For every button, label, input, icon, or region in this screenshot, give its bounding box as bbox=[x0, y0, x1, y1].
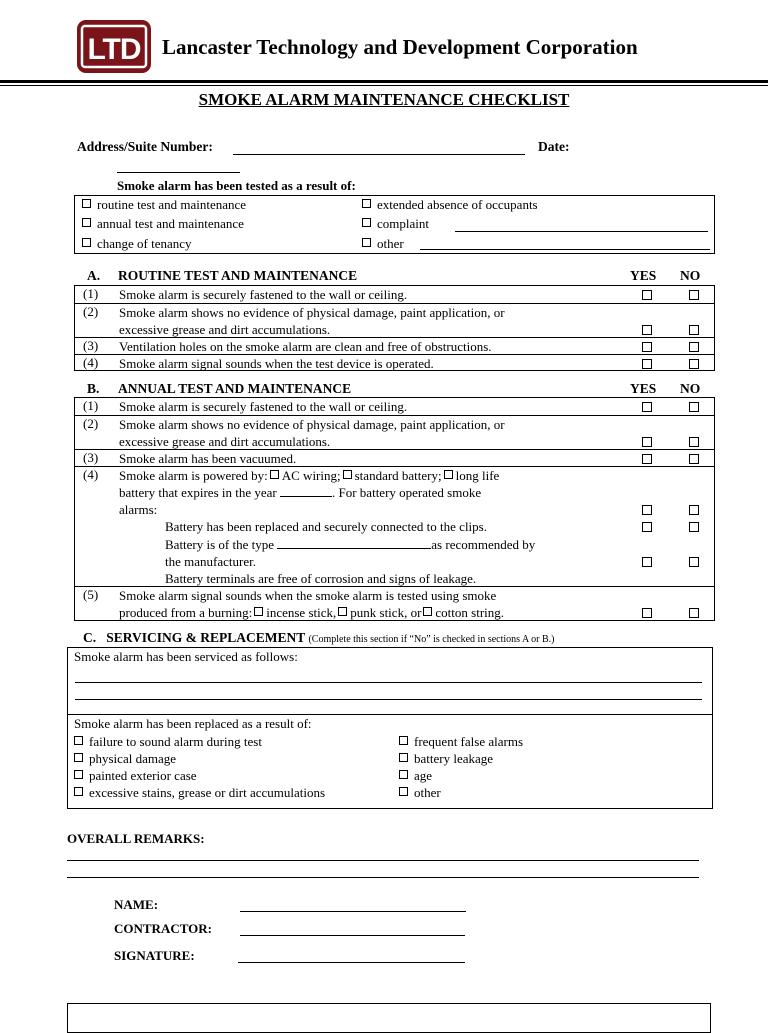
yes-checkbox[interactable] bbox=[642, 359, 652, 369]
company-name: Lancaster Technology and Development Corporation bbox=[162, 35, 638, 59]
checkbox-icon[interactable] bbox=[82, 238, 91, 247]
date-field[interactable] bbox=[117, 172, 240, 173]
signature-field[interactable] bbox=[238, 962, 465, 963]
section-b-table bbox=[74, 397, 715, 621]
yes-checkbox[interactable] bbox=[642, 454, 652, 464]
remarks-field[interactable] bbox=[67, 860, 699, 861]
section-b-letter: B. bbox=[87, 381, 100, 396]
yes-checkbox[interactable] bbox=[642, 505, 652, 515]
replaced-label: Smoke alarm has been replaced as a result of: bbox=[74, 716, 312, 731]
replaced-option[interactable]: battery leakage bbox=[399, 751, 493, 767]
address-field[interactable] bbox=[233, 154, 525, 155]
replaced-option[interactable]: frequent false alarms bbox=[399, 734, 523, 750]
checkbox-icon[interactable] bbox=[343, 470, 352, 479]
no-checkbox[interactable] bbox=[689, 359, 699, 369]
checkbox-icon[interactable] bbox=[74, 787, 83, 796]
signature-label: SIGNATURE: bbox=[114, 948, 195, 963]
battery-type-field[interactable] bbox=[277, 537, 431, 549]
checkbox-icon[interactable] bbox=[338, 607, 347, 616]
yes-checkbox[interactable] bbox=[642, 342, 652, 352]
table-row: (2) Smoke alarm shows no evidence of physical damage, paint application, or excessive grease and dirt accumulations. bbox=[75, 303, 714, 338]
tested-option[interactable]: annual test and maintenance bbox=[82, 216, 244, 232]
checkbox-icon[interactable] bbox=[362, 238, 371, 247]
yes-header: YES bbox=[630, 381, 657, 396]
serviced-box bbox=[67, 647, 713, 715]
no-header: NO bbox=[680, 268, 701, 283]
tested-option[interactable]: change of tenancy bbox=[82, 236, 192, 252]
name-label: NAME: bbox=[114, 897, 159, 912]
no-checkbox[interactable] bbox=[689, 290, 699, 300]
contractor-field[interactable] bbox=[240, 935, 465, 936]
tested-option[interactable]: complaint bbox=[362, 216, 429, 232]
checkbox-icon[interactable] bbox=[399, 736, 408, 745]
tested-option[interactable]: other bbox=[362, 236, 404, 252]
header-rule bbox=[0, 80, 768, 83]
checkbox-icon[interactable] bbox=[362, 199, 371, 208]
header-rule-thin bbox=[0, 85, 768, 86]
serviced-label: Smoke alarm has been serviced as follows: bbox=[74, 649, 298, 664]
checkbox-icon[interactable] bbox=[399, 770, 408, 779]
table-row: (4) Smoke alarm is powered by: AC wiring; standard battery; long life battery that expires in the year . For battery operated smoke alarms: Battery has been replaced and securely connected to the clips. Battery is of the type as recommended by the manufacturer. Battery terminals are free of corrosion and signs of leakage. bbox=[75, 466, 714, 587]
remarks-label: OVERALL REMARKS: bbox=[67, 831, 205, 846]
table-row: (3) Ventilation holes on the smoke alarm are clean and free of obstructions. bbox=[75, 337, 714, 355]
no-checkbox[interactable] bbox=[689, 505, 699, 515]
section-c-header: C. SERVICING & REPLACEMENT (Complete this section if “No” is checked in sections A or B.) bbox=[83, 630, 555, 645]
section-a-letter: A. bbox=[87, 268, 101, 283]
company-logo bbox=[77, 20, 151, 73]
checkbox-icon[interactable] bbox=[362, 218, 371, 227]
yes-checkbox[interactable] bbox=[642, 290, 652, 300]
checkbox-icon[interactable] bbox=[399, 753, 408, 762]
no-checkbox[interactable] bbox=[689, 557, 699, 567]
checkbox-icon[interactable] bbox=[399, 787, 408, 796]
table-row: (1) Smoke alarm is securely fastened to the wall or ceiling. bbox=[75, 398, 714, 415]
replaced-option[interactable]: painted exterior case bbox=[74, 768, 197, 784]
replaced-option[interactable]: failure to sound alarm during test bbox=[74, 734, 262, 750]
checkbox-icon[interactable] bbox=[254, 607, 263, 616]
yes-checkbox[interactable] bbox=[642, 325, 652, 335]
checkbox-icon[interactable] bbox=[270, 470, 279, 479]
serviced-field[interactable] bbox=[75, 699, 702, 700]
table-row: (2) Smoke alarm shows no evidence of physical damage, paint application, or excessive grease and dirt accumulations. bbox=[75, 415, 714, 450]
no-header: NO bbox=[680, 381, 701, 396]
no-checkbox[interactable] bbox=[689, 325, 699, 335]
table-row: (1) Smoke alarm is securely fastened to the wall or ceiling. bbox=[75, 286, 714, 303]
yes-checkbox[interactable] bbox=[642, 437, 652, 447]
table-row: (3) Smoke alarm has been vacuumed. bbox=[75, 449, 714, 467]
logo-text: LTD bbox=[87, 33, 141, 66]
table-row: (4) Smoke alarm signal sounds when the test device is operated. bbox=[75, 354, 714, 372]
replaced-option[interactable]: excessive stains, grease or dirt accumulations bbox=[74, 785, 325, 801]
yes-checkbox[interactable] bbox=[642, 608, 652, 618]
date-label: Date: bbox=[538, 139, 570, 154]
other-field[interactable] bbox=[420, 249, 710, 250]
table-row: (5) Smoke alarm signal sounds when the smoke alarm is tested using smoke produced from a burning: incense stick, punk stick, or cotton string. bbox=[75, 586, 714, 622]
serviced-field[interactable] bbox=[75, 682, 702, 683]
replaced-box bbox=[67, 714, 713, 809]
name-field[interactable] bbox=[240, 911, 466, 912]
page-title: SMOKE ALARM MAINTENANCE CHECKLIST bbox=[198, 90, 570, 109]
checkbox-icon[interactable] bbox=[74, 770, 83, 779]
remarks-field[interactable] bbox=[67, 877, 699, 878]
no-checkbox[interactable] bbox=[689, 437, 699, 447]
checkbox-icon[interactable] bbox=[74, 753, 83, 762]
complaint-field[interactable] bbox=[455, 231, 708, 232]
section-b-title: ANNUAL TEST AND MAINTENANCE bbox=[118, 381, 352, 396]
checkbox-icon[interactable] bbox=[82, 218, 91, 227]
replaced-option[interactable]: age bbox=[399, 768, 432, 784]
address-label: Address/Suite Number: bbox=[77, 139, 213, 154]
tested-option[interactable]: routine test and maintenance bbox=[82, 197, 246, 213]
no-checkbox[interactable] bbox=[689, 522, 699, 532]
no-checkbox[interactable] bbox=[689, 402, 699, 412]
yes-checkbox[interactable] bbox=[642, 402, 652, 412]
yes-checkbox[interactable] bbox=[642, 557, 652, 567]
yes-checkbox[interactable] bbox=[642, 522, 652, 532]
checkbox-icon[interactable] bbox=[74, 736, 83, 745]
tested-option[interactable]: extended absence of occupants bbox=[362, 197, 538, 213]
checkbox-icon[interactable] bbox=[423, 607, 432, 616]
footer-box bbox=[67, 1003, 711, 1033]
section-a-table bbox=[74, 285, 715, 371]
contractor-label: CONTRACTOR: bbox=[114, 921, 212, 936]
no-checkbox[interactable] bbox=[689, 608, 699, 618]
checkbox-icon[interactable] bbox=[82, 199, 91, 208]
replaced-option[interactable]: other bbox=[399, 785, 441, 801]
no-checkbox[interactable] bbox=[689, 454, 699, 464]
tested-box bbox=[74, 195, 715, 254]
section-a-title: ROUTINE TEST AND MAINTENANCE bbox=[118, 268, 358, 283]
no-checkbox[interactable] bbox=[689, 342, 699, 352]
tested-label: Smoke alarm has been tested as a result of: bbox=[117, 178, 356, 193]
expiry-year-field[interactable] bbox=[280, 485, 332, 497]
checkbox-icon[interactable] bbox=[444, 470, 453, 479]
replaced-option[interactable]: physical damage bbox=[74, 751, 176, 767]
yes-header: YES bbox=[630, 268, 657, 283]
